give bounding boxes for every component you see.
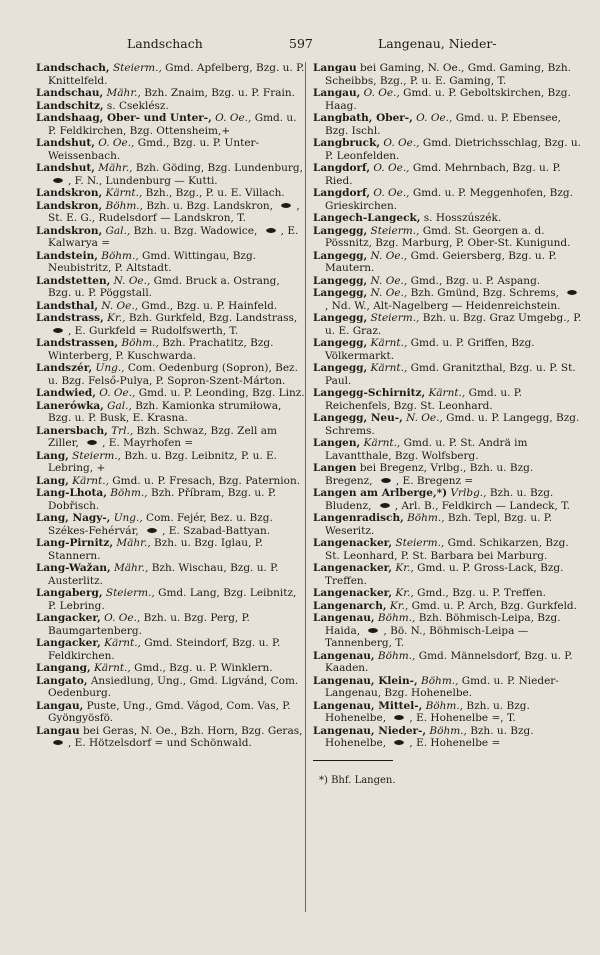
gazetteer-entry — [36, 337, 306, 362]
gazetteer-entry — [313, 600, 583, 613]
entry-headword: Langenau, Mittel-, — [313, 699, 423, 712]
entry-headword: Landsthal, — [36, 299, 99, 312]
gazetteer-entry — [36, 387, 306, 400]
entry-headword: Langegg, — [313, 362, 368, 374]
entry-headword: Landstrassen, — [36, 337, 119, 349]
gazetteer-entry — [36, 512, 306, 537]
entry-details: bei Bregenz, Vrlbg., Bzh. u. Bzg. Bregenz, , E. Bregenz = — [325, 462, 534, 487]
gazetteer-entry — [313, 362, 583, 387]
entry-headword: Langen, — [313, 437, 361, 449]
gazetteer-entry — [36, 250, 306, 275]
gazetteer-entry — [313, 387, 583, 412]
entry-details: Gmd. u. P. Leonding, Bzg. Linz. — [138, 387, 305, 399]
gazetteer-entry — [36, 487, 306, 512]
entry-details: Bzh. Prachatitz, Bzg. Winterberg, P. Kuschwarda. — [48, 337, 274, 362]
gazetteer-entry — [36, 62, 306, 87]
entry-headword: Langenacker, — [313, 537, 393, 549]
entry-headword: Langen — [313, 462, 357, 474]
entry-region: Kärnt., — [428, 387, 466, 399]
entry-region: Vrlbg., — [450, 487, 487, 499]
entry-headword: Langenarch, — [313, 599, 387, 612]
entry-region: Steierm., — [112, 62, 162, 74]
entry-headword: Langegg-Schirnitz, — [313, 387, 426, 399]
page-number: 597 — [289, 36, 313, 51]
entry-region: Steierm., — [370, 224, 420, 237]
gazetteer-entry — [36, 300, 306, 313]
entry-region: Steierm., — [105, 587, 155, 599]
entry-headword: Langegg, — [313, 274, 368, 287]
entry-details: Gmd., Bzg. u. P. Treffen. — [417, 587, 546, 599]
entry-region: Mähr., — [114, 562, 149, 574]
railway-mark-icon — [376, 501, 394, 510]
entry-headword: Langau, — [313, 87, 361, 99]
entry-region: Ung., — [95, 362, 125, 374]
entry-details: Gmd. u. P. Meggenhofen, Bzg. Grieskirchen. — [325, 187, 573, 212]
gazetteer-entry — [36, 637, 306, 662]
entry-region: Steierm., — [72, 449, 122, 462]
entry-headword: Lang, — [36, 449, 69, 462]
entry-details: Bzh. u. Bzg. Iglau, P. Stannern. — [48, 537, 264, 562]
gazetteer-entry — [36, 425, 306, 450]
gazetteer-entry — [36, 225, 306, 250]
entry-region: Kr., — [395, 587, 414, 599]
gazetteer-entry — [36, 675, 306, 700]
entry-headword: Landschau, — [36, 87, 104, 99]
entry-region: Gal., — [107, 399, 132, 412]
entry-details: Gmd. Dietrichsschlag, Bzg. u. P. Leonfelden. — [325, 137, 582, 162]
entry-region: Böhm., — [407, 512, 445, 524]
entry-details: bei Gaming, N. Oe., Gmd. Gaming, Bzh. Scheibbs, Bzg., P. u. E. Gaming, T. — [325, 62, 571, 87]
gazetteer-entry — [313, 412, 583, 437]
entry-headword: Langacker, — [36, 637, 101, 649]
gazetteer-entry — [36, 137, 306, 162]
entry-details: Bzh. Gurkfeld, Bzg. Landstrass, , E. Gurkfeld = Rudolfswerth, T. — [48, 312, 297, 337]
gazetteer-entry — [313, 162, 583, 187]
entry-region: N. Oe., — [370, 249, 408, 262]
entry-details: Gmd. Wittingau, Bzg. Neubistritz, P. Altstadt. — [48, 249, 257, 274]
entry-headword: Langaberg, — [36, 587, 103, 599]
entry-details: Gmd., Bzg. u. P. Hainfeld. — [141, 299, 278, 312]
entry-headword: Langegg, — [313, 224, 368, 237]
entry-headword: Langau — [313, 62, 357, 74]
entry-headword: Langbath, Ober-, — [313, 112, 413, 124]
entry-headword: Langenacker, — [313, 562, 393, 574]
entry-headword: Landshut, — [36, 137, 95, 149]
gazetteer-entry — [36, 312, 306, 337]
entry-region: Trl., — [111, 424, 134, 437]
entry-headword: Langbruck, — [313, 137, 380, 149]
gazetteer-entry — [36, 662, 306, 675]
entry-headword: Lanersbach, — [36, 424, 108, 437]
entry-headword: Langenacker, — [313, 587, 393, 599]
entry-region: Gal., — [105, 224, 131, 237]
gazetteer-entry — [313, 437, 583, 462]
entry-region: N. Oe., — [101, 299, 139, 312]
footnote: *) Bhf. Langen. — [319, 774, 396, 786]
railway-mark-icon — [49, 326, 67, 335]
entry-headword: Lang, Nagy-, — [36, 512, 111, 524]
entry-region: Kr., — [389, 599, 409, 612]
entry-headword: Langech-Langeck, — [313, 212, 421, 224]
entry-headword: Langang, — [36, 662, 91, 674]
entry-headword: Lang, — [36, 474, 69, 487]
gazetteer-entry — [313, 137, 583, 162]
entry-details: Bzh. Wischau, Bzg. u. P. Austerlitz. — [48, 562, 279, 587]
entry-details: Gmd. u. P. Fresach, Bzg. Paternion. — [112, 474, 301, 487]
entry-details: Bzh. u. Bzg. Hohenelbe, , E. Hohenelbe = — [325, 724, 534, 749]
entry-details: Bzh. u. Bzg. Bludenz, , Arl. B., Feldkirch — Landeck, T. — [325, 487, 570, 512]
entry-headword: Langenau, Nieder-, — [313, 724, 427, 737]
right-column — [313, 62, 583, 942]
entry-region: Böhm., — [110, 487, 148, 499]
entry-region: O. Oe., — [416, 112, 453, 124]
gazetteer-entry — [313, 487, 583, 512]
gazetteer-entry — [36, 700, 306, 725]
railway-mark-icon — [390, 713, 408, 722]
entry-details: Gmd. Granitzthal, Bzg. u. P. St. Paul. — [325, 362, 576, 387]
entry-headword: Langdorf, — [313, 187, 370, 199]
entry-headword: Landstetten, — [36, 274, 111, 287]
entry-headword: Lang-Pirnitz, — [36, 537, 114, 549]
gazetteer-entry — [313, 212, 583, 225]
gazetteer-entry — [313, 725, 583, 750]
entry-region: Böhm., — [105, 199, 143, 212]
entry-region: Kärnt., — [370, 337, 408, 349]
entry-details: Gmd. u. P. Geboltskirchen, Bzg. Haag. — [325, 87, 571, 112]
entry-headword: Langegg, — [313, 312, 368, 324]
gazetteer-entry — [36, 562, 306, 587]
entry-region: Steierm., — [370, 312, 420, 324]
entry-region: N. Oe., — [370, 287, 408, 299]
gazetteer-entry — [313, 62, 583, 87]
entry-headword: Langenau, Klein-, — [313, 674, 418, 687]
entry-details: Gmd. u. P. Feldkirchen, Bzg. Ottensheim,+ — [48, 112, 297, 137]
entry-details: Gmd. Lang, Bzg. Leibnitz, P. Lebring. — [48, 587, 297, 612]
railway-mark-icon — [390, 738, 408, 747]
entry-headword: Landwied, — [36, 387, 96, 399]
entry-region: O. Oe., — [98, 137, 135, 149]
entry-region: O. Oe., — [363, 87, 400, 99]
entry-region: Böhm., — [121, 337, 159, 349]
entry-headword: Landstein, — [36, 249, 98, 262]
entry-details: Gmd. Mehrnbach, Bzg. u. P. Ried. — [325, 162, 561, 187]
railway-mark-icon — [262, 226, 280, 235]
entry-details: Gmd. u. P. St. Andrä im Lavantthale, Bzg. Wolfsberg. — [325, 437, 528, 462]
entry-headword: Langegg, — [313, 287, 368, 299]
header-right-term: Langenau, Nieder- — [378, 36, 497, 51]
entry-headword: Langacker, — [36, 612, 101, 624]
entry-region: Böhm., — [377, 649, 416, 662]
entry-region: Mähr., — [98, 162, 133, 174]
entry-details: Bzh. u. Bzg. Wadowice, , E. Kalwarya = — [48, 224, 299, 249]
gazetteer-entry — [313, 612, 583, 650]
gazetteer-entry — [313, 287, 583, 312]
entry-headword: Landschitz, — [36, 99, 104, 112]
entry-region: Kärnt., — [93, 662, 131, 674]
entry-details: Com. Fejér, Bez. u. Bzg. Székes-Fehérvár, , E. Szabad-Battyan. — [48, 512, 273, 537]
entry-details: Gmd. Bruck a. Ostrang, Bzg. u. P. Pöggstall. — [48, 274, 280, 299]
gazetteer-entry — [313, 187, 583, 212]
entry-details: Bzh. u. Bzg. Leibnitz, P. u. E. Lebring, + — [48, 449, 278, 474]
entry-details: Bzh. Gmünd, Bzg. Schrems, , Nd. W., Alt-Nagelberg — Heidenreichstein. — [325, 287, 582, 312]
entry-region: O. Oe., — [215, 112, 252, 124]
entry-details: Ansiedlung, Ung., Gmd. Ligvánd, Com. Oedenburg. — [48, 674, 299, 699]
gazetteer-entry — [36, 87, 306, 100]
entry-details: Bzh. u. Bzg. Graz Umgebg., P. u. E. Graz. — [325, 312, 582, 337]
entry-headword: Landshut, — [36, 162, 95, 174]
entry-details: Bzh. Příbram, Bzg. u. P. Dobřisch. — [48, 487, 277, 512]
gazetteer-entry — [36, 450, 306, 475]
entry-region: Kärnt., — [104, 637, 141, 649]
entry-region: Mähr., — [106, 87, 141, 99]
gazetteer-entry — [313, 312, 583, 337]
entry-headword: Landszér, — [36, 362, 93, 374]
entry-details: Com. Oedenburg (Sopron), Bez. u. Bzg. Felső-Pulya, P. Sopron-Szent-Márton. — [48, 362, 298, 387]
entry-details: Bzh. Göding, Bzg. Lundenburg, , F. N., Lundenburg — Kutti. — [48, 162, 303, 187]
gazetteer-entry — [313, 337, 583, 362]
entry-headword: Langegg, — [313, 337, 368, 349]
entry-details: Gmd., Bzg. u. P. Winklern. — [134, 662, 273, 674]
entry-details: Bzh., Bzg., P. u. E. Villach. — [145, 187, 285, 199]
entry-headword: Langegg, — [313, 249, 368, 262]
entry-region: N. Oe., — [370, 274, 408, 287]
entry-headword: Lanerówka, — [36, 399, 104, 412]
gazetteer-entry — [36, 187, 306, 200]
entry-details: Gmd. u. P. Langegg, Bzg. Schrems. — [325, 412, 580, 437]
gazetteer-entry — [313, 87, 583, 112]
entry-region: Kärnt., — [72, 474, 109, 487]
entry-details: Gmd. u. P. Griffen, Bzg. Völkermarkt. — [325, 337, 535, 362]
gazetteer-entry — [36, 112, 306, 137]
gazetteer-entry — [313, 250, 583, 275]
entry-region: Böhm., — [425, 699, 464, 712]
entry-details: Gmd. Geiersberg, Bzg. u. P. Mautern. — [325, 249, 557, 274]
entry-details: Bzh. u. Bzg. Landskron, , St. E. G., Rudelsdorf — Landskron, T. — [48, 199, 300, 224]
railway-mark-icon — [83, 438, 101, 447]
entry-region: Steierm., — [395, 537, 445, 549]
entry-region: N. Oe., — [113, 274, 151, 287]
railway-mark-icon — [49, 738, 67, 747]
entry-details: Gmd., Bzg. u. P. Aspang. — [410, 274, 541, 287]
entry-region: Kr., — [395, 562, 414, 574]
entry-headword: Lang-Lhota, — [36, 487, 107, 499]
railway-mark-icon — [143, 526, 161, 535]
gazetteer-entry — [36, 725, 306, 750]
entry-headword: Langen am Arlberge,*) — [313, 487, 448, 499]
entry-details: Bzh. Kamionka strumiłowa, Bzg. u. P. Busk, E. Krasna. — [48, 399, 282, 424]
entry-details: Gmd. u. P. Reichenfels, Bzg. St. Leonhard. — [325, 387, 523, 412]
entry-details: s. Cseklész. — [106, 99, 169, 112]
entry-headword: Landshaag, Ober- und Unter-, — [36, 112, 212, 124]
right-column-entries — [313, 62, 583, 750]
gazetteer-entry — [36, 200, 306, 225]
entry-details: Gmd. u. P. Gross-Lack, Bzg. Treffen. — [325, 562, 564, 587]
entry-headword: Langdorf, — [313, 162, 370, 174]
entry-headword: Landskron, — [36, 224, 103, 237]
gazetteer-entry — [36, 475, 306, 488]
gazetteer-entry — [36, 275, 306, 300]
gazetteer-entry — [313, 462, 583, 487]
entry-details: Gmd. u. P. Arch, Bzg. Gurkfeld. — [411, 599, 577, 612]
entry-region: Ung., — [113, 512, 143, 524]
railway-mark-icon — [563, 288, 581, 297]
entry-region: N. Oe., — [406, 412, 443, 424]
entry-details: Gmd. Schikarzen, Bzg. St. Leonhard, P. St. Barbara bei Marburg. — [325, 537, 569, 562]
entry-details: Gmd., Bzg. u. P. Unter-Weissenbach. — [48, 137, 260, 162]
entry-region: O. Oe., — [104, 612, 141, 624]
entry-region: Mähr., — [116, 537, 151, 549]
column-divider — [305, 62, 306, 912]
entry-headword: Langenau, — [313, 612, 375, 624]
entry-details: Gmd. Männelsdorf, Bzg. u. P. Kaaden. — [325, 649, 573, 674]
entry-region: Böhm., — [429, 724, 467, 737]
entry-region: Böhm., — [421, 674, 459, 687]
entry-details: Gmd. Steindorf, Bzg. u. P. Feldkirchen. — [48, 637, 281, 662]
entry-headword: Landskron, — [36, 187, 103, 199]
entry-details: Gmd. Apfelberg, Bzg. u. P. Knittelfeld. — [48, 62, 305, 87]
gazetteer-entry — [36, 537, 306, 562]
entry-region: Kärnt., — [363, 437, 401, 449]
left-column — [36, 62, 306, 942]
entry-details: Bzh. Tepl, Bzg. u. P. Weseritz. — [325, 512, 553, 537]
gazetteer-entry — [313, 112, 583, 137]
entry-headword: Langau, — [36, 699, 84, 712]
entry-headword: Landstrass, — [36, 312, 104, 324]
entry-details: Bzh. Böhmisch-Leipa, Bzg. Haida, , Bö. N., Böhmisch-Leipa — Tannenberg, T. — [325, 612, 561, 649]
entry-region: O. Oe., — [373, 187, 410, 199]
entry-headword: Landskron, — [36, 199, 103, 212]
gazetteer-entry — [313, 650, 583, 675]
entry-headword: Langenau, — [313, 649, 375, 662]
entry-region: Kr., — [107, 312, 126, 324]
footnote-rule — [313, 760, 393, 761]
entry-details: Bzh. u. Bzg. Hohenelbe, , E. Hohenelbe =, T. — [325, 699, 530, 724]
entry-region: Böhm., — [377, 612, 416, 624]
railway-mark-icon — [377, 476, 395, 485]
railway-mark-icon — [364, 626, 382, 635]
entry-region: O. Oe., — [383, 137, 420, 149]
entry-details: Puste, Ung., Gmd. Vágod, Com. Vas, P. Gyöngyösfö. — [48, 699, 291, 724]
entry-details: Gmd. St. Georgen a. d. Pössnitz, Bzg. Marburg, P. Ober-St. Kunigund. — [325, 224, 571, 249]
entry-headword: Langau — [36, 724, 80, 737]
entry-region: O. Oe., — [99, 387, 136, 399]
gazetteer-entry — [313, 225, 583, 250]
header-left-term: Landschach — [127, 36, 203, 51]
gazetteer-entry — [36, 400, 306, 425]
gazetteer-entry — [313, 562, 583, 587]
entry-details: Gmd. u. P. Nieder-Langenau, Bzg. Hohenelbe. — [325, 674, 559, 699]
entry-headword: Landschach, — [36, 62, 110, 74]
entry-headword: Langegg, Neu-, — [313, 412, 403, 424]
entry-details: Bzh. Schwaz, Bzg. Zell am Ziller, , E. Mayrhofen = — [48, 424, 277, 449]
entry-details: bei Geras, N. Oe., Bzh. Horn, Bzg. Geras, , E. Hötzelsdorf = und Schönwald. — [48, 725, 302, 750]
gazetteer-entry — [36, 362, 306, 387]
railway-mark-icon — [277, 201, 295, 210]
entry-region: Kärnt., — [105, 187, 143, 199]
entry-headword: Langenradisch, — [313, 512, 404, 524]
gazetteer-entry — [36, 162, 306, 187]
gazetteer-entry — [313, 587, 583, 600]
entry-details: s. Hosszúszék. — [423, 212, 502, 224]
running-header — [0, 36, 600, 52]
gazetteer-entry — [313, 700, 583, 725]
entry-region: O. Oe., — [373, 162, 410, 174]
entry-region: Böhm., — [101, 249, 139, 262]
gazetteer-entry — [36, 100, 306, 113]
gazetteer-entry — [313, 512, 583, 537]
gazetteer-entry — [313, 675, 583, 700]
gazetteer-entry — [36, 587, 306, 612]
gazetteer-entry — [313, 537, 583, 562]
gazetteer-entry — [36, 612, 306, 637]
railway-mark-icon — [49, 176, 67, 185]
entry-headword: Langato, — [36, 674, 88, 687]
entry-details: Bzh. u. Bzg. Perg, P. Baumgartenberg. — [48, 612, 250, 637]
entry-headword: Lang-Wažan, — [36, 562, 111, 574]
entry-details: Bzh. Znaim, Bzg. u. P. Frain. — [144, 87, 295, 99]
entry-region: Kärnt., — [370, 362, 408, 374]
gazetteer-entry — [313, 275, 583, 288]
entry-details: Gmd. u. P. Ebensee, Bzg. Ischl. — [325, 112, 561, 137]
